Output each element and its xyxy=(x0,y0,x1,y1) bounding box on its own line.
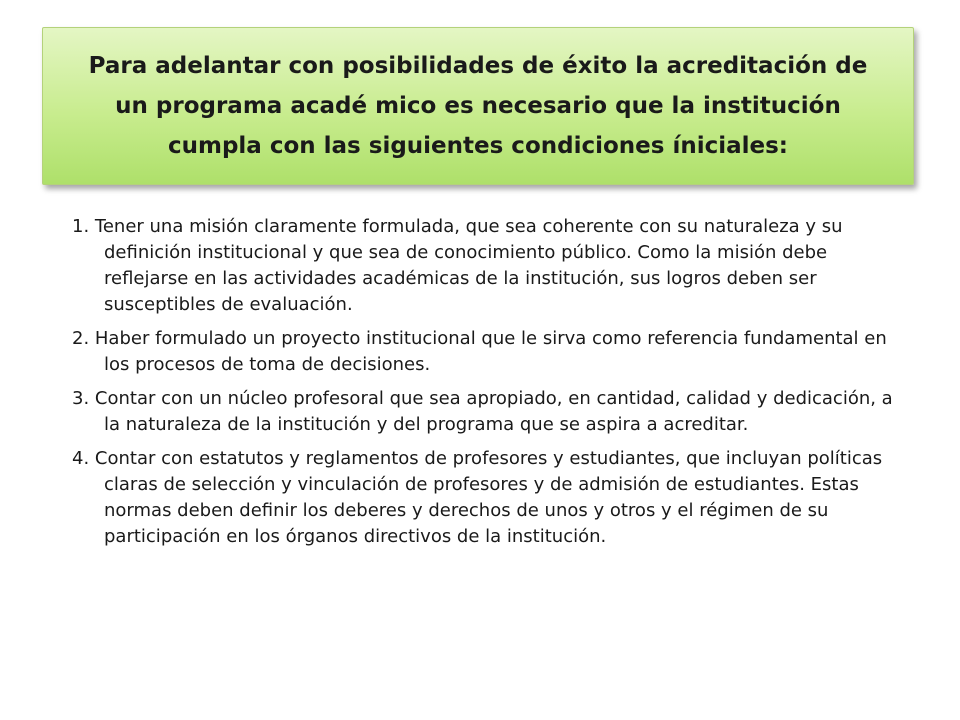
slide-title: Para adelantar con posibilidades de éxito la acreditación de un programa acadé mico es necesario que la institución cumpla con las siguientes condiciones íniciales: xyxy=(88,53,868,159)
conditions-list xyxy=(72,214,902,558)
list-item: 4. Contar con estatutos y reglamentos de profesores y estudiantes, que incluyan políticas claras de selección y vinculación de profesores y de admisión de estudiantes. Estas normas deben definir los deberes y derechos de unos y otros y el régimen de su participación en los órganos directivos de la institución. xyxy=(72,448,883,547)
list-item: 3. Contar con un núcleo profesoral que sea apropiado, en cantidad, calidad y dedicación, a la naturaleza de la institución y del programa que se aspira a acreditar. xyxy=(72,388,893,435)
list-item: 2. Haber formulado un proyecto institucional que le sirva como referencia fundamental en los procesos de toma de decisiones. xyxy=(72,328,887,375)
title-box xyxy=(42,27,914,185)
list-item: 1. Tener una misión claramente formulada, que sea coherente con su naturaleza y su definición institucional y que sea de conocimiento público. Como la misión debe reflejarse en las actividades académicas de la institución, sus logros deben ser susceptibles de evaluación. xyxy=(72,216,843,315)
